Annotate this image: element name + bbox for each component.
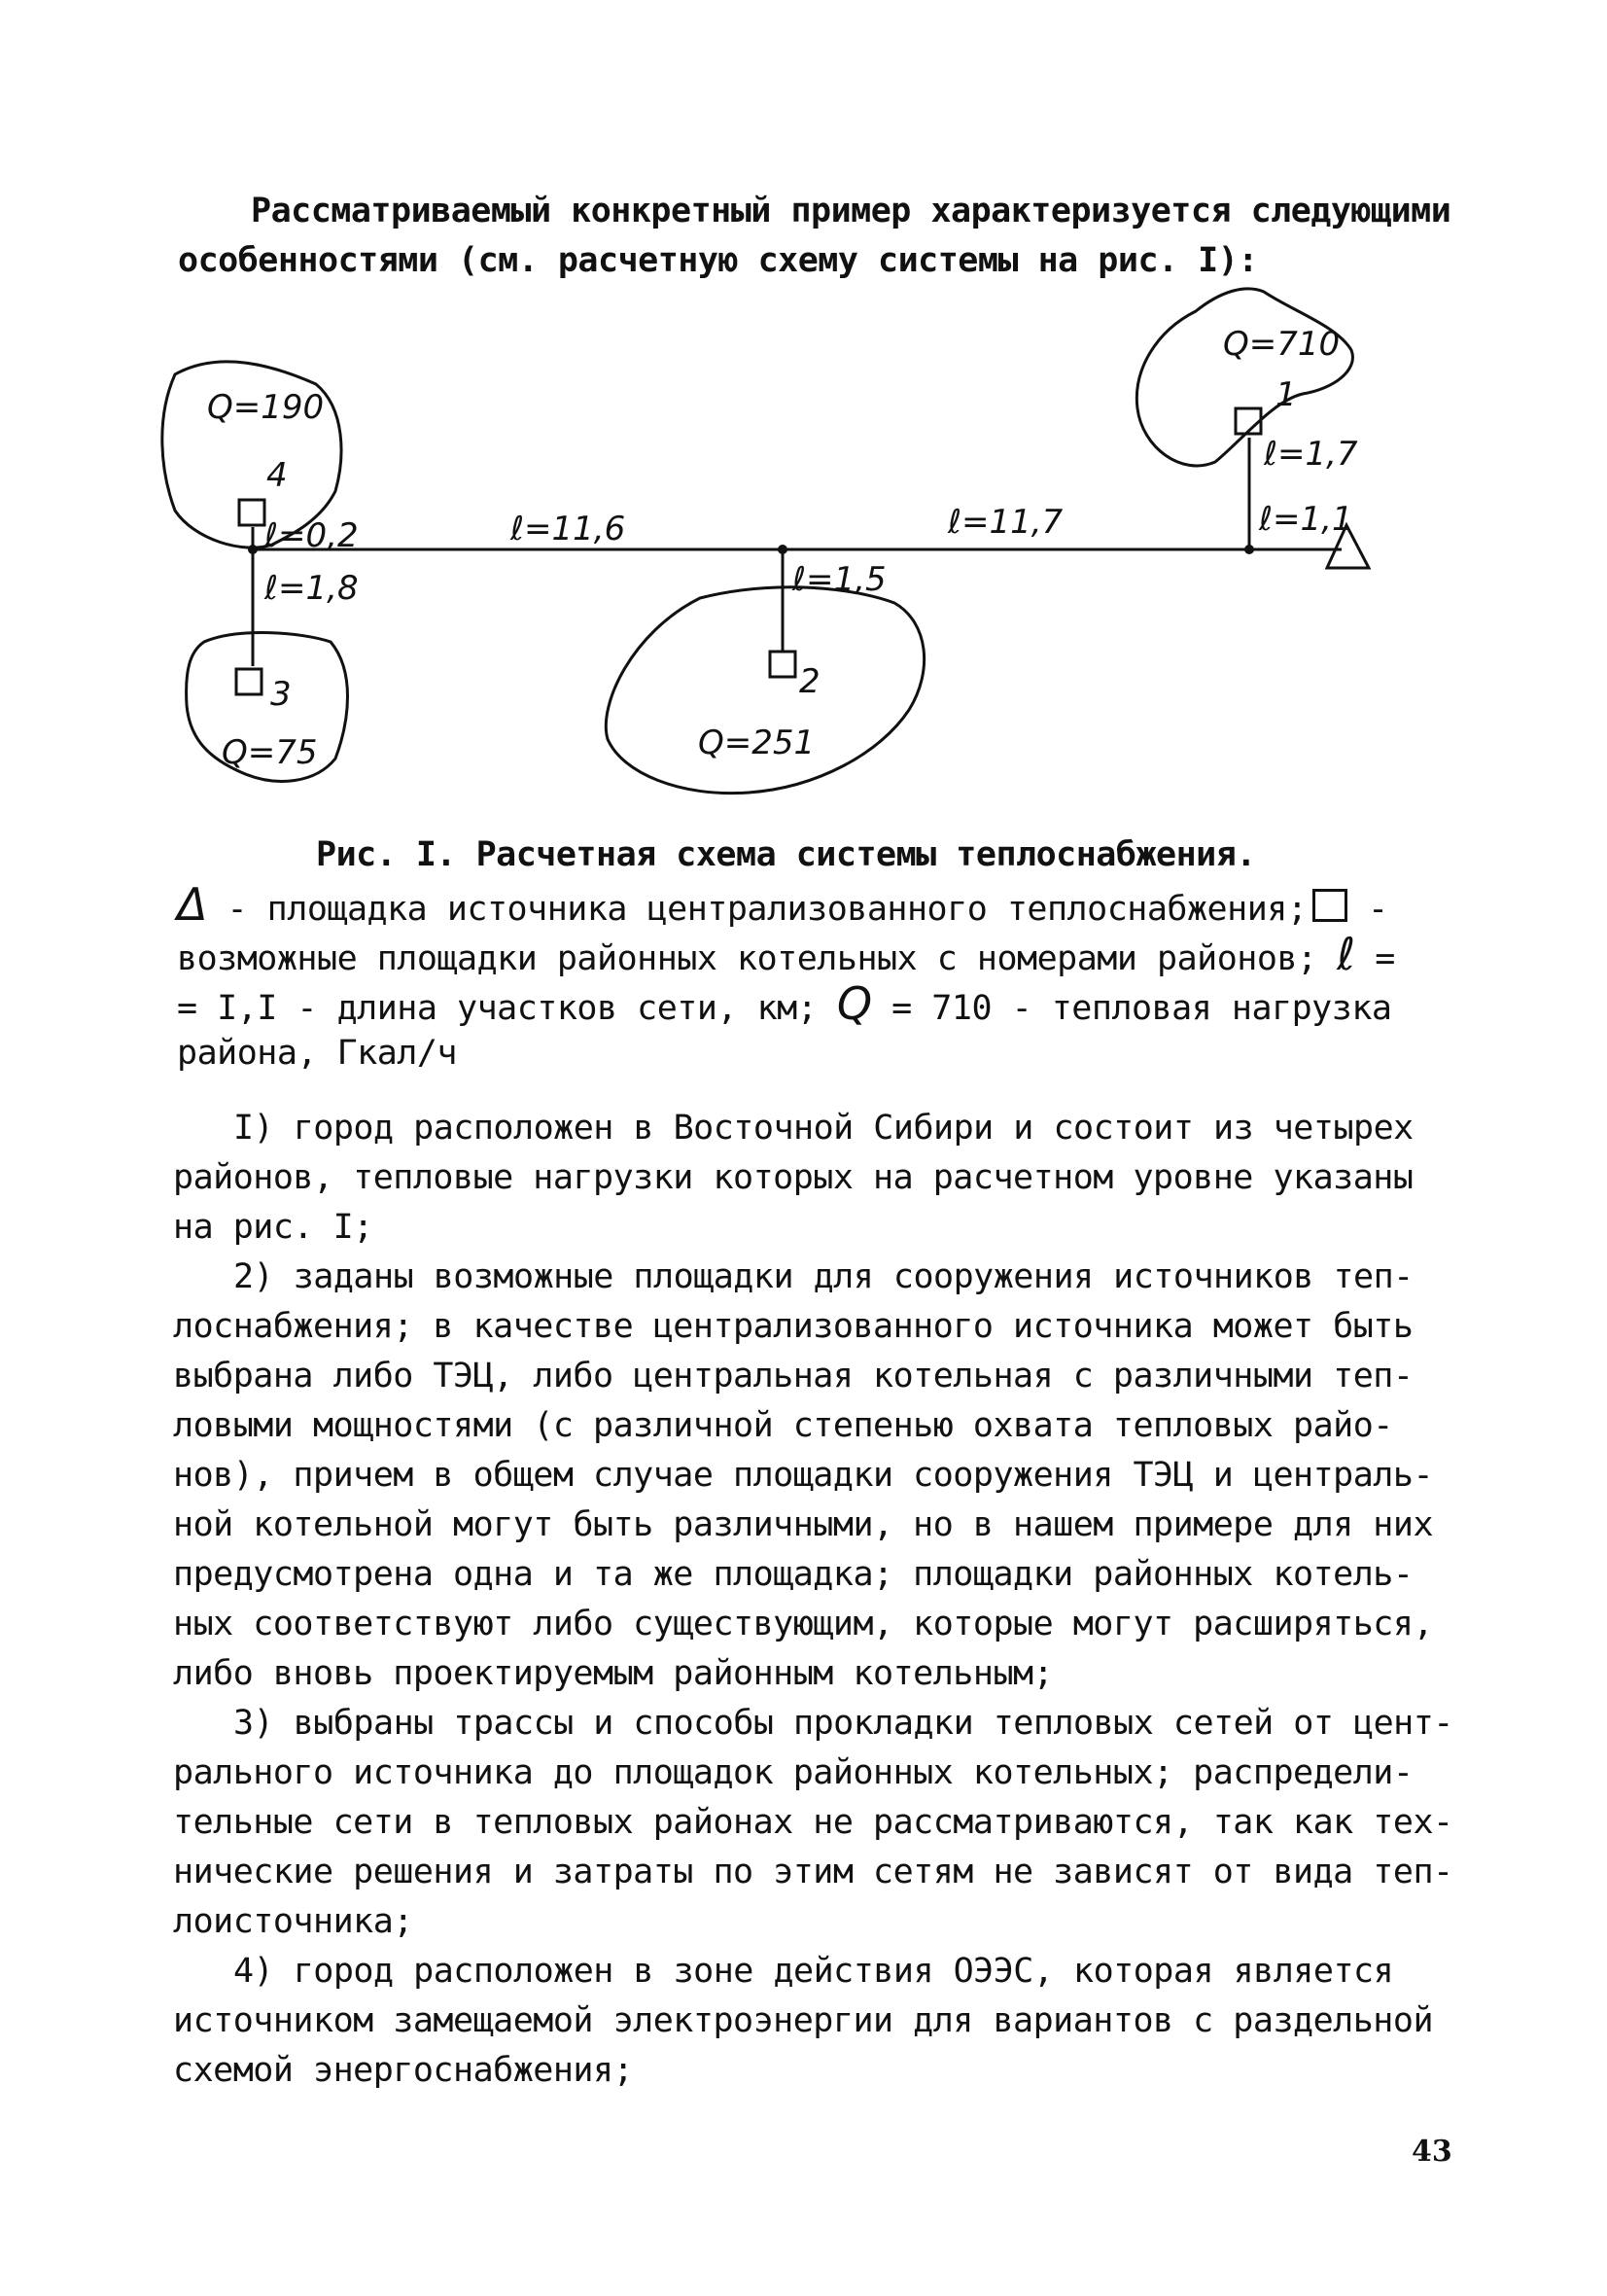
item-3-line-2: рального источника до площадок районных котельных; распредели- [173,1753,1414,1792]
caption-line-2-end: = [1354,939,1395,978]
item-3-line-4: нические решения и затраты по этим сетям не зависят от вида теп- [173,1853,1453,1891]
item-2-line-8: ных соответствуют либо существующим, которые могут расширяться, [173,1605,1434,1643]
load-label-district-1: Q=710 [1223,325,1341,364]
item-2-line-9: либо вновь проектируемым районным котельным; [173,1654,1054,1693]
caption-line-4: района, Гкал/ч [177,1034,458,1073]
caption-line-2-text: возможные площадки районных котельных с номерами районов; [177,939,1317,978]
item-1-line-3: на рис. I; [173,1208,373,1247]
length-label-east-segment: ℓ=1,1 [1259,500,1353,539]
district-number-2: 2 [799,662,821,701]
boiler-site-4 [239,500,264,525]
item-2-line-5: нов), причем в общем случае площадки сооружения ТЭЦ и централь- [173,1456,1434,1495]
item-2-line-1: 2) заданы возможные площадки для сооружения источников теп- [233,1257,1414,1296]
junction-node-center [778,545,787,554]
junction-node-east [1244,545,1254,554]
boiler-site-2 [770,652,795,677]
heat-supply-scheme-figure [0,0,1607,856]
item-3-line-5: лоисточника; [173,1902,413,1941]
item-4-line-1: 4) город расположен в зоне действия ОЭЭС, которая является [233,1952,1394,1991]
item-2-line-6: ной котельной могут быть различными, но в нашем примере для них [173,1505,1434,1544]
item-4-line-2: источником замещаемой электроэнергии для вариантов с раздельной [173,2001,1434,2040]
load-label-district-2: Q=251 [698,724,816,762]
item-4-line-3: схемой энергоснабжения; [173,2051,634,2090]
intro-line-2: особенностями (см. расчетную схему системы на рис. I): [178,241,1258,280]
item-3-line-1: 3) выбраны трассы и способы прокладки тепловых сетей от цент- [233,1704,1453,1743]
item-3-line-3: тельные сети в тепловых районах не рассматриваются, так как тех- [173,1803,1453,1842]
load-label-district-4: Q=190 [207,388,325,427]
caption-line-2 [177,930,1395,983]
caption-line-3 [177,979,1391,1033]
item-2-line-3: выбрана либо ТЭЦ, либо центральная котельная с различными теп- [173,1357,1414,1395]
triangle-symbol: Δ [177,878,207,931]
caption-line-3-text: = I,I - длина участков сети, км; [177,989,818,1028]
length-label-west-segment: ℓ=11,6 [510,510,626,548]
district-number-1: 1 [1275,375,1297,414]
length-label-middle-segment: ℓ=11,7 [948,503,1064,542]
item-2-line-7: предусмотрена одна и та же площадка; площадки районных котель- [173,1555,1414,1594]
length-label-branch-1: ℓ=1,7 [1264,435,1358,474]
length-label-branch-4: ℓ=0,2 [264,516,359,555]
caption-line-1 [177,880,1388,934]
district-number-3: 3 [270,675,292,714]
caption-line-1-text: - площадка источника централизованного теплоснабжения; [206,890,1308,929]
caption-line-3-end: = 710 - тепловая нагрузка [871,989,1392,1028]
intro-line-1: Рассматриваемый конкретный пример характеризуется следующими [251,192,1451,230]
length-label-branch-2: ℓ=1,5 [792,560,887,599]
item-1-line-1: I) город расположен в Восточной Сибири и состоит из четырех [233,1109,1414,1148]
length-label-branch-3: ℓ=1,8 [264,569,359,608]
load-label-district-3: Q=75 [222,733,318,772]
district-number-4: 4 [266,456,288,495]
item-2-line-4: ловыми мощностями (с различной степенью охвата тепловых райо- [173,1406,1393,1445]
page-number: 43 [1412,2135,1452,2169]
caption-line-1-end: - [1347,890,1388,929]
ell-symbol: ℓ [1337,928,1355,980]
square-symbol [1312,889,1347,922]
q-symbol: Q [836,977,872,1030]
junction-node-west [248,545,258,554]
figure-caption-title: Рис. I. Расчетная схема системы теплоснабжения. [316,835,1256,874]
boiler-site-3 [236,669,262,694]
item-2-line-2: лоснабжения; в качестве централизованного источника может быть [173,1307,1414,1346]
item-1-line-2: районов, тепловые нагрузки которых на расчетном уровне указаны [173,1158,1414,1197]
